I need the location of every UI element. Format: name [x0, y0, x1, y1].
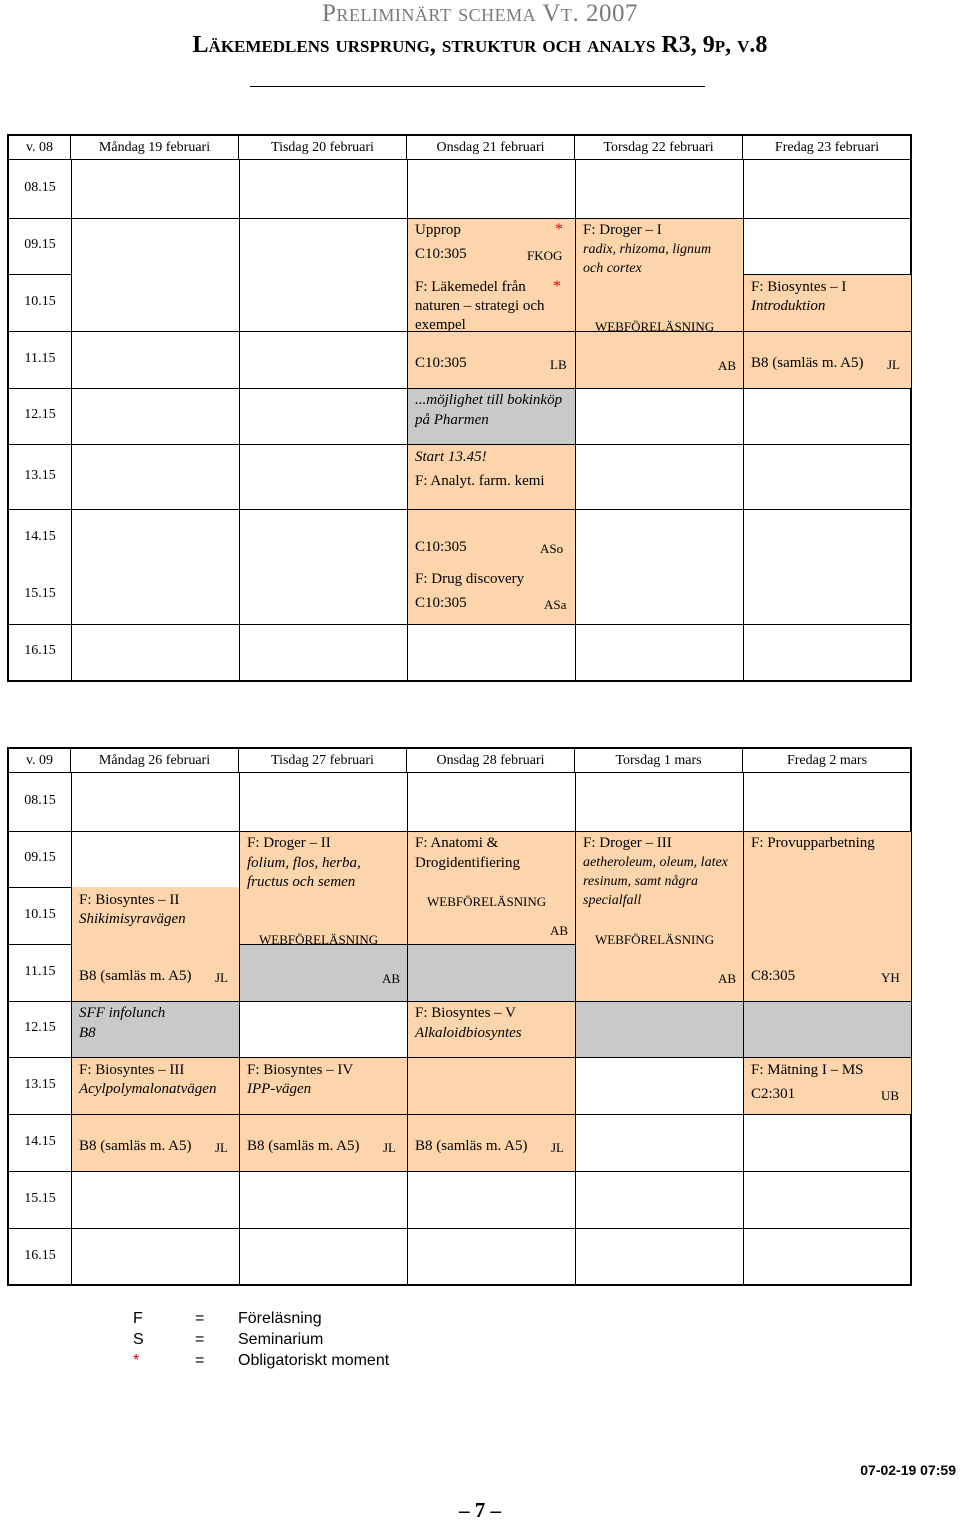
day-header: Torsdag 1 mars — [575, 749, 743, 773]
week-header — [9, 136, 910, 160]
grid-line — [407, 160, 408, 682]
grid-line — [9, 218, 912, 219]
grid-line — [407, 944, 575, 945]
time-label: 08.15 — [24, 793, 56, 808]
grid-line — [743, 773, 744, 831]
teacher-signature: JL — [383, 1140, 396, 1155]
lecture-subtitle: aetheroleum, oleum, latex — [583, 855, 728, 870]
grid-line — [9, 1114, 912, 1115]
day-header: Fredag 2 mars — [786, 753, 868, 768]
room: C10:305 — [415, 595, 467, 611]
grid-line — [239, 831, 240, 1286]
teacher-signature: JL — [551, 1140, 564, 1155]
week-label: v. 08 — [9, 136, 71, 160]
lecture-subtitle: folium, flos, herba, — [247, 855, 361, 871]
grid-line — [71, 773, 72, 1286]
web-lecture-label: WEBFÖRELÄSNING — [595, 319, 715, 334]
room: B8 (samläs m. A5) — [79, 1138, 192, 1154]
time-label: 11.15 — [24, 351, 56, 366]
grid-line — [9, 509, 912, 510]
web-lecture-label: WEBFÖRELÄSNING — [427, 894, 547, 909]
grid-line — [9, 444, 912, 445]
lecture-title: Drogidentifiering — [415, 855, 520, 871]
grid-line — [9, 274, 71, 275]
lecture-subtitle: Shikimisyravägen — [79, 911, 186, 927]
time-label: 15.15 — [24, 586, 56, 601]
week-label: v. 09 — [9, 749, 71, 773]
day-header: Tisdag 27 februari — [239, 749, 407, 773]
grid-line — [9, 944, 71, 945]
time-label: 16.15 — [24, 1248, 56, 1263]
teacher-signature: YH — [881, 970, 900, 985]
grid-line — [575, 160, 576, 682]
title-divider — [250, 86, 705, 87]
note: på Pharmen — [415, 412, 489, 428]
lecture-subtitle: radix, rhizoma, lignum — [583, 242, 712, 257]
lecture-title: F: Biosyntes – II — [79, 892, 180, 908]
room: C8:305 — [751, 968, 796, 984]
teacher-signature: ASo — [540, 541, 564, 556]
wed-gray-block — [407, 944, 575, 1001]
lecture-title: F: Biosyntes – V — [415, 1005, 516, 1021]
teacher-signature: FKOG — [527, 248, 563, 263]
grid-line — [407, 773, 408, 831]
lecture-subtitle: resinum, samt några — [583, 874, 698, 889]
day-header: Onsdag 28 februari — [407, 749, 575, 773]
start-note: Start 13.45! — [415, 449, 487, 465]
time-label: 15.15 — [24, 1191, 56, 1206]
web-lecture-label: WEBFÖRELÄSNING — [595, 932, 715, 947]
lecture-subtitle: fructus och semen — [247, 874, 356, 890]
lecture-title: F: Droger – III — [583, 835, 672, 851]
lecture-title: F: Provupparbetning — [751, 835, 875, 851]
room: C2:301 — [751, 1086, 796, 1102]
fri-lunch-block — [743, 1001, 911, 1057]
grid-line — [239, 773, 240, 831]
teacher-signature: ASa — [544, 597, 567, 612]
lecture-title: F: Biosyntes – I — [751, 279, 847, 295]
lecture-title: F: Drug discovery — [415, 571, 525, 587]
lecture-title: F: Biosyntes – III — [79, 1062, 185, 1078]
legend-key: S — [133, 1331, 144, 1348]
grid-line — [239, 160, 240, 682]
grid-line — [743, 831, 744, 1286]
grid-line — [9, 1057, 912, 1058]
time-label: 16.15 — [24, 643, 56, 658]
lecture-title: F: Läkemedel från — [415, 279, 526, 295]
mandatory-marker: * — [555, 221, 563, 238]
time-label: 10.15 — [24, 907, 56, 922]
schedule-week-9 — [7, 747, 912, 1286]
lecture-title: F: Mätning I – MS — [751, 1062, 864, 1078]
note: B8 — [79, 1025, 96, 1041]
lecture-title: naturen – strategi och — [415, 298, 545, 314]
day-header: Måndag 26 februari — [71, 749, 239, 773]
teacher-signature: JL — [887, 357, 900, 372]
teacher-signature: JL — [215, 970, 228, 985]
room: C10:305 — [415, 246, 467, 262]
grid-line — [9, 1228, 912, 1229]
grid-line — [743, 274, 912, 275]
legend-equals: = — [195, 1310, 205, 1327]
mandatory-marker: * — [553, 278, 561, 295]
lecture-title: exempel — [415, 317, 466, 333]
room: B8 (samläs m. A5) — [415, 1138, 528, 1154]
teacher-signature: UB — [881, 1088, 900, 1103]
teacher-signature: AB — [718, 971, 737, 986]
upprop-label: Upprop — [415, 222, 461, 238]
lecture-subtitle: och cortex — [583, 261, 642, 276]
lecture-subtitle: Alkaloidbiosyntes — [415, 1025, 522, 1041]
day-header: Fredag 23 februari — [774, 140, 880, 155]
lecture-subtitle: specialfall — [583, 893, 642, 908]
room: B8 (samläs m. A5) — [751, 355, 864, 371]
legend-value: Obligatoriskt moment — [238, 1352, 390, 1369]
teacher-signature: AB — [718, 358, 737, 373]
lecture-subtitle: Acylpolymalonatvägen — [79, 1081, 217, 1097]
page-number: – 7 – — [459, 1498, 501, 1522]
time-label: 11.15 — [24, 964, 56, 979]
lecture-title: F: Analyt. farm. kemi — [415, 473, 545, 489]
course-title: Läkemedlens ursprung, struktur och analys R3, 9p, v.8 — [192, 32, 768, 58]
grid-line — [9, 624, 912, 625]
teacher-signature: AB — [382, 971, 401, 986]
room: B8 (samläs m. A5) — [247, 1138, 360, 1154]
lecture-title: F: Anatomi & — [415, 835, 499, 851]
thu-lunch-block — [575, 1001, 743, 1057]
grid-line — [407, 831, 408, 1286]
grid-line — [9, 388, 912, 389]
grid-line — [9, 831, 912, 832]
teacher-signature: AB — [550, 923, 569, 938]
legend-value: Föreläsning — [238, 1310, 322, 1327]
day-header: Måndag 19 februari — [71, 136, 239, 160]
grid-line — [575, 831, 576, 1286]
time-label: 09.15 — [24, 850, 56, 865]
grid-line — [71, 160, 72, 682]
week-header — [9, 749, 910, 773]
time-label: 08.15 — [24, 180, 56, 195]
teacher-signature: LB — [550, 357, 567, 372]
legend-value: Seminarium — [238, 1331, 324, 1348]
page-title: Preliminärt schema Vt. 2007 — [322, 0, 638, 27]
grid-line — [9, 1171, 912, 1172]
legend-key: F — [133, 1310, 143, 1327]
note: SFF infolunch — [79, 1005, 166, 1021]
room: C10:305 — [415, 355, 467, 371]
legend-equals: = — [195, 1331, 205, 1348]
legend-key: * — [133, 1352, 140, 1369]
note: ...möjlighet till bokinköp — [415, 392, 563, 408]
lecture-subtitle: Introduktion — [751, 298, 826, 314]
time-label: 14.15 — [24, 529, 56, 544]
time-label: 10.15 — [24, 294, 56, 309]
lecture-title: F: Droger – II — [247, 835, 331, 851]
room: C10:305 — [415, 539, 467, 555]
time-label: 13.15 — [24, 1077, 56, 1092]
room: B8 (samläs m. A5) — [79, 968, 192, 984]
time-label: 14.15 — [24, 1134, 56, 1149]
print-timestamp: 07-02-19 07:59 — [860, 1462, 956, 1478]
time-label: 09.15 — [24, 237, 56, 252]
lecture-title: F: Biosyntes – IV — [247, 1062, 354, 1078]
lecture-title: F: Droger – I — [583, 222, 662, 238]
legend-equals: = — [195, 1352, 205, 1369]
grid-line — [743, 160, 744, 682]
day-header: Tisdag 20 februari — [239, 136, 407, 160]
lecture-subtitle: IPP-vägen — [247, 1081, 312, 1097]
grid-line — [575, 773, 576, 831]
schedule-week-8 — [7, 134, 912, 682]
day-header: Torsdag 22 februari — [575, 136, 743, 160]
grid-line — [9, 1001, 912, 1002]
time-label: 13.15 — [24, 468, 56, 483]
time-label: 12.15 — [24, 1020, 56, 1035]
web-lecture-label: WEBFÖRELÄSNING — [259, 932, 379, 947]
teacher-signature: JL — [215, 1140, 228, 1155]
day-header: Onsdag 21 februari — [407, 136, 575, 160]
grid-line — [9, 887, 71, 888]
time-label: 12.15 — [24, 407, 56, 422]
